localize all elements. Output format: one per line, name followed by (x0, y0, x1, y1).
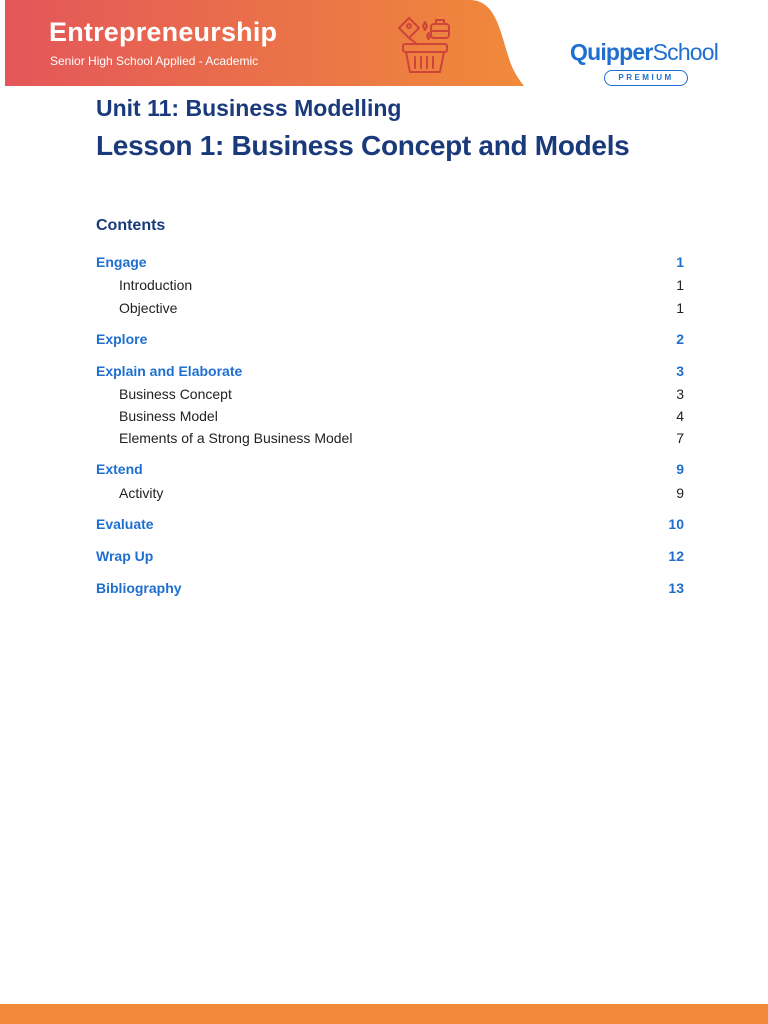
toc-entry-label: Business Model (119, 408, 218, 424)
brand-wordmark (570, 38, 722, 66)
toc-entry-label: Engage (96, 254, 147, 270)
toc-entry-evaluate[interactable] (96, 516, 684, 532)
toc-entry-label: Business Concept (119, 386, 232, 402)
toc-entry-page: 3 (676, 363, 684, 379)
toc-entry-label: Wrap Up (96, 548, 154, 564)
toc-entry-label: Elements of a Strong Business Model (119, 430, 353, 446)
subject-title: Entrepreneurship (49, 17, 278, 47)
contents-heading: Contents (96, 217, 166, 234)
brand-primary: Quipper (570, 39, 653, 65)
lesson-title: Lesson 1: Business Concept and Models (96, 130, 630, 161)
toc-entry-page: 1 (676, 254, 684, 270)
toc-entry-elements-of-a-strong-business-model[interactable] (96, 430, 684, 446)
toc-entry-page: 7 (676, 430, 684, 446)
toc-entry-page: 1 (676, 277, 684, 293)
toc-entry-explore[interactable] (96, 331, 684, 347)
header-banner (0, 0, 768, 86)
toc-entry-explain-and-elaborate[interactable] (96, 363, 684, 379)
toc-entry-page: 9 (676, 461, 684, 477)
toc-entry-label: Bibliography (96, 580, 182, 596)
toc-entry-label: Evaluate (96, 516, 154, 532)
toc-entry-page: 3 (676, 386, 684, 402)
track-subtitle: Senior High School Applied - Academic (50, 54, 259, 68)
toc-entry-label: Objective (119, 300, 178, 316)
toc-entry-page: 1 (676, 300, 684, 316)
toc-entry-business-model[interactable] (96, 408, 684, 424)
toc-entry-extend[interactable] (96, 461, 684, 477)
toc-entry-page: 13 (668, 580, 684, 596)
toc-entry-label: Introduction (119, 277, 193, 293)
toc-entry-business-concept[interactable] (96, 386, 684, 402)
toc-entry-wrap-up[interactable] (96, 548, 684, 564)
toc-entry-page: 4 (676, 408, 684, 424)
toc-entry-engage[interactable] (96, 254, 684, 270)
toc-entry-label: Activity (119, 485, 164, 501)
unit-title: Unit 11: Business Modelling (96, 95, 402, 121)
toc-entry-page: 2 (676, 331, 684, 347)
shopping-basket-icon (395, 14, 455, 78)
toc-entry-bibliography[interactable] (96, 580, 684, 596)
toc-entry-page: 12 (668, 548, 684, 564)
toc-entry-label: Extend (96, 461, 143, 477)
toc-entry-label: Explain and Elaborate (96, 363, 243, 379)
toc-entry-label: Explore (96, 331, 148, 347)
toc-entry-activity[interactable] (96, 485, 684, 501)
footer-bar (0, 1004, 768, 1024)
toc-entry-page: 10 (668, 516, 684, 532)
toc-entry-page: 9 (676, 485, 684, 501)
toc-entry-introduction[interactable] (96, 277, 684, 293)
brand-tier-badge: PREMIUM (604, 70, 688, 86)
brand-logo (570, 38, 722, 82)
toc-entry-objective[interactable] (96, 300, 684, 316)
brand-secondary: School (652, 39, 719, 65)
